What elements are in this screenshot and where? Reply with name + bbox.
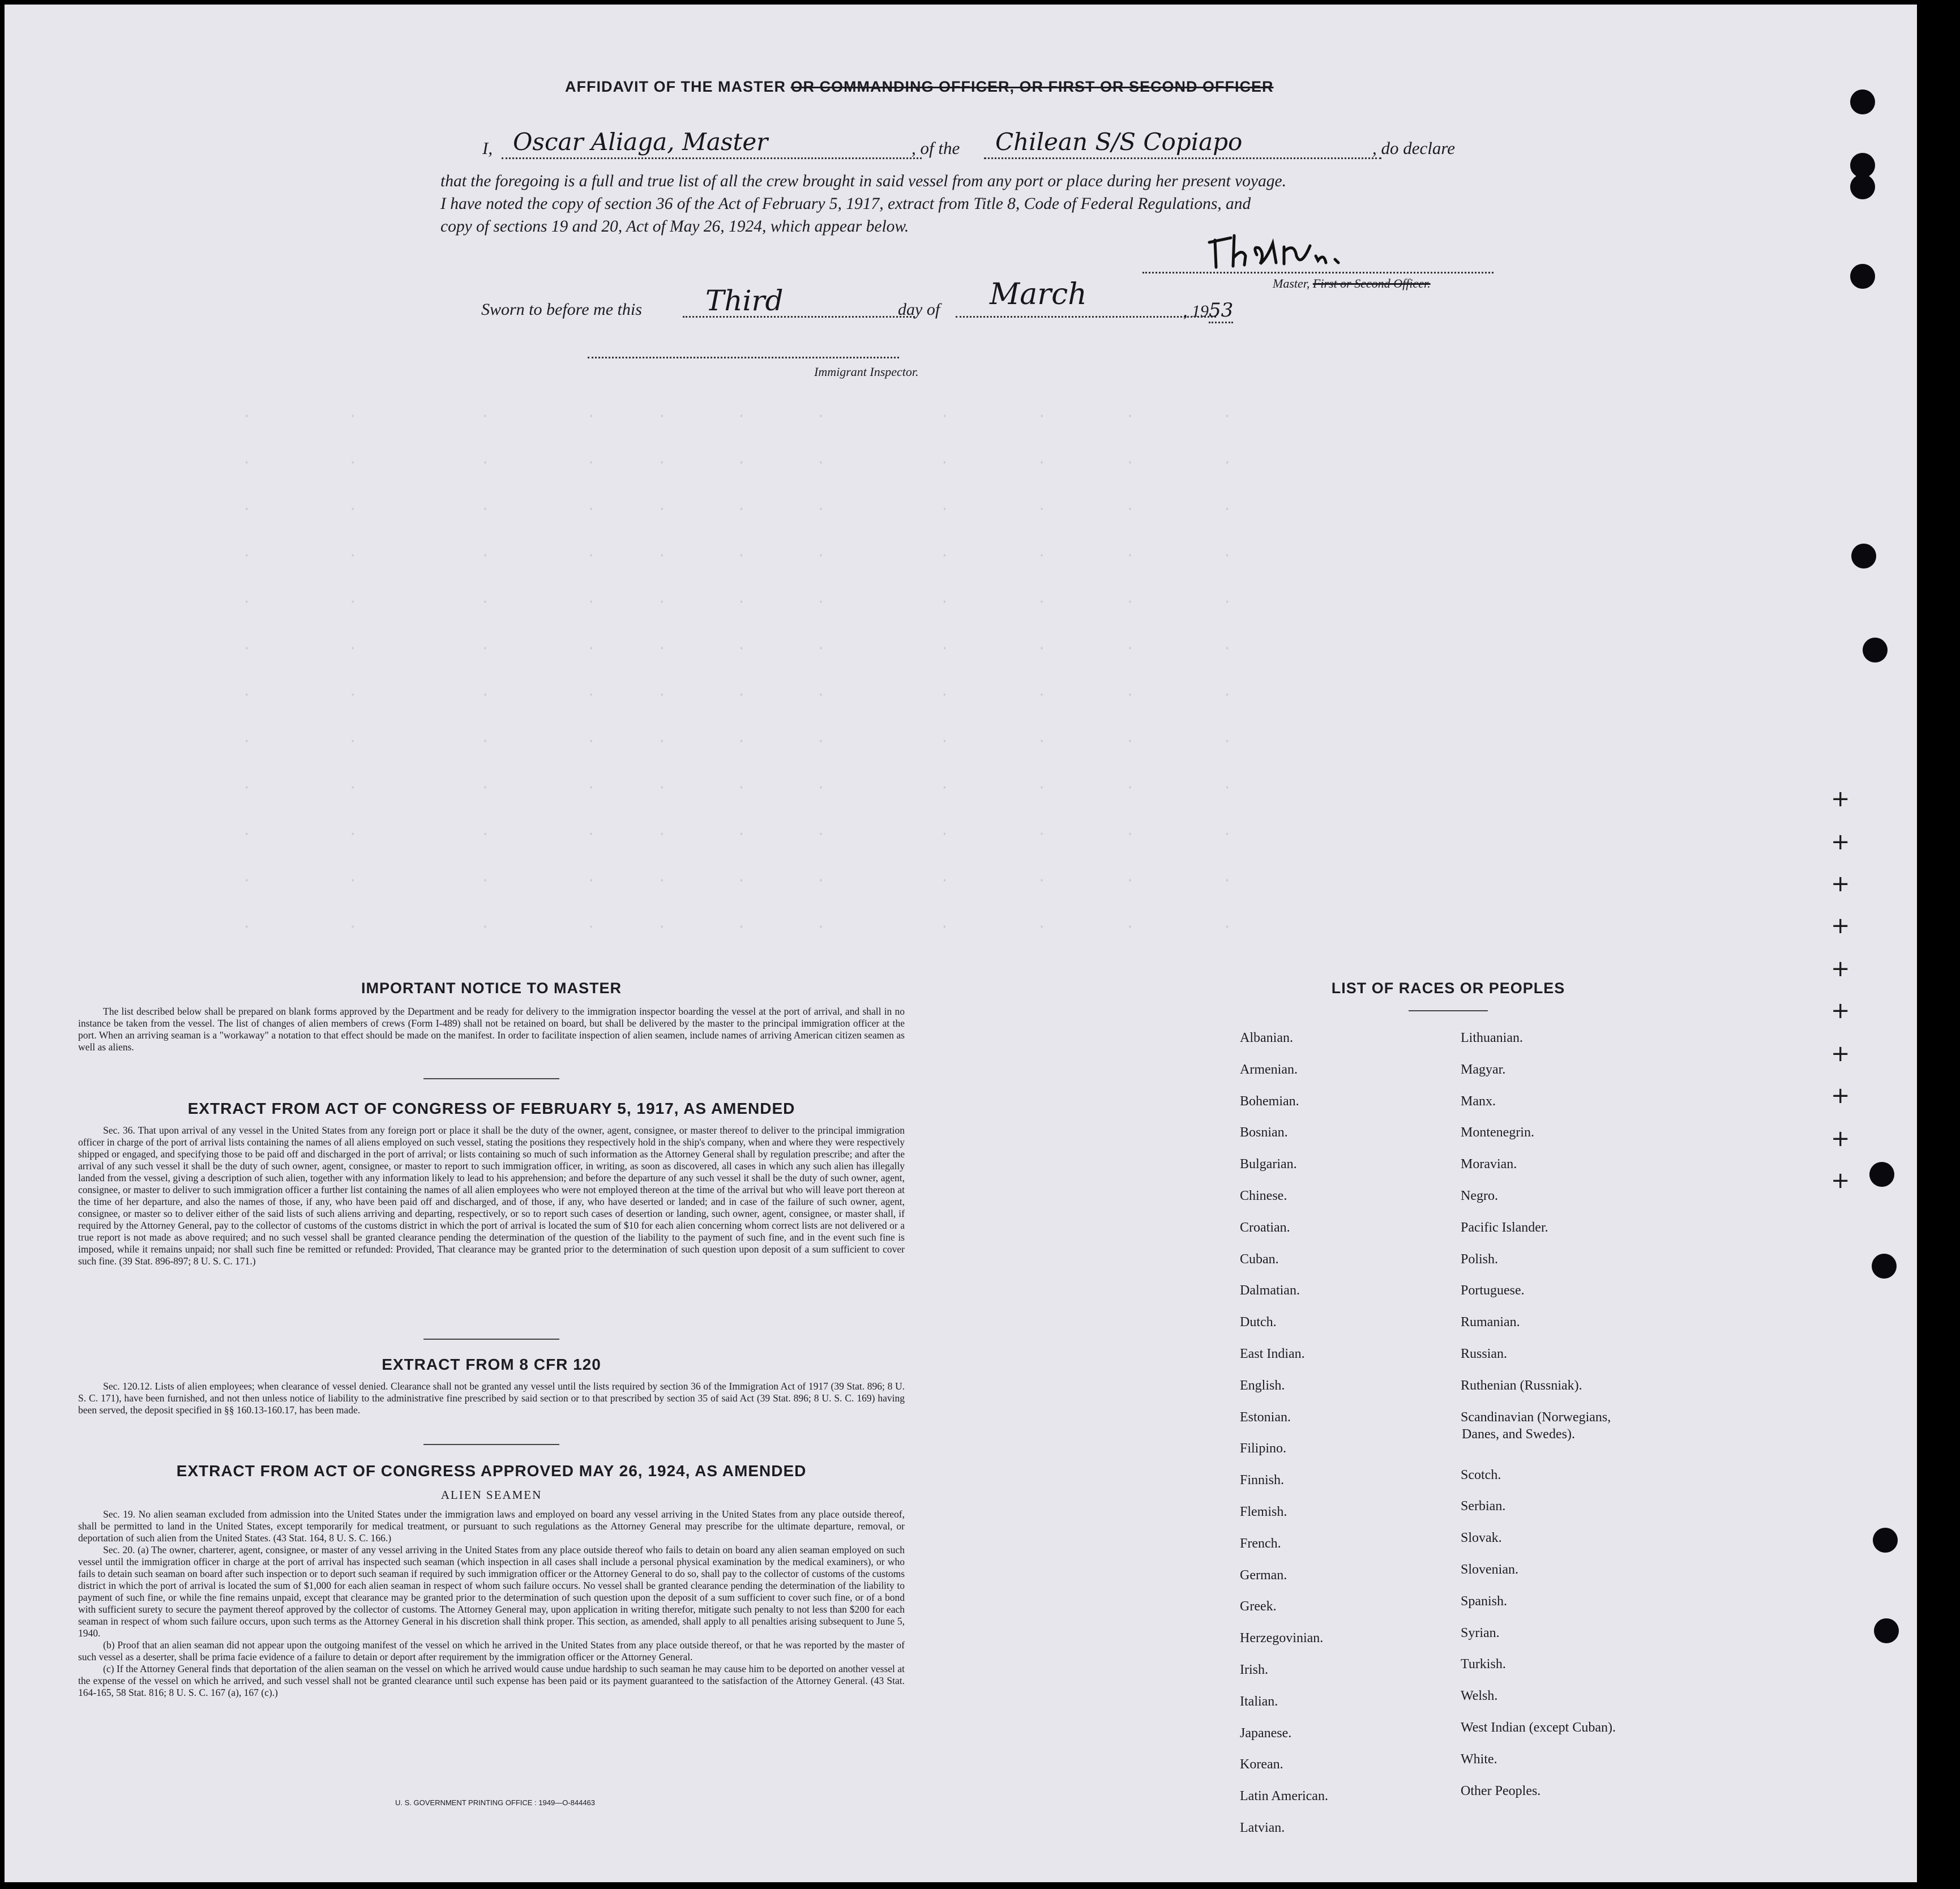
race-entry: Turkish. [1461, 1657, 1506, 1672]
race-entry: Portuguese. [1461, 1283, 1525, 1298]
races-heading: LIST OF RACES OR PEOPLES [1331, 980, 1565, 997]
race-entry: Filipino. [1240, 1441, 1287, 1456]
race-entry: Other Peoples. [1461, 1783, 1541, 1798]
bleed-through-row: · · · · · · · · · · · [242, 872, 1232, 889]
document-page [5, 5, 1917, 1882]
check-mark: + [1831, 913, 1850, 939]
punch-hole [1874, 1618, 1899, 1643]
sworn-month-field [956, 277, 1216, 318]
punch-hole [1850, 89, 1875, 114]
bleed-through-row: · · · · · · · · · · · [242, 547, 1232, 564]
check-mark: + [1831, 1083, 1850, 1109]
inspector-label: Immigrant Inspector. [814, 365, 919, 379]
extract-1917-body: Sec. 36. That upon arrival of any vessel in the United States from any foreign port or place it shall be the duty of the owner, agent, consignee, or master thereof to deliver to the principal immigration officer in charge of the port of arrival lists containing the names of all aliens employed on such vessel, stating the positions they respectively hold in the ship's company, when and where they were respectively shipped or engaged, and specifying those to be paid off and discharged in the port of arrival; or lists containing so much of such information as the Attorney General shall by regulation prescribe; and after the arrival of any such vessel it shall be the duty of such owner, agent, consignee, or master to report to such immigration officer, in writing, as soon as discovered, all cases in which any such alien has illegally landed from the vessel, giving a description of such alien, together with any information likely to lead to his apprehension; and before the departure of any such vessel it shall be the duty of such owner, agent, consignee, or master to deliver to such immigration officer a further list containing the names of all alien employees who were not employed thereon at the time of the arrival but who will leave port thereon at the time of her departure, and also the names of those, if any, who have been paid off and discharged, and of those, if any, who have deserted or landed; and in case of the failure of such owner, agent, consignee, or master so to deliver either of the said lists of such aliens arriving and departing, respectively, or so to report such cases of desertion or landing, such owner, agent, consignee, or master shall, if required by the Attorney General, pay to the collector of customs of the customs district in which the port of arrival is located the sum of $10 for each alien concerning whom correct lists are not delivered or a true report is not made as above required; and no such vessel shall be granted clearance pending the determination of the question of the liability to the payment of such fine, and in the event such fine is imposed, while it remains unpaid; nor shall such fine be remitted or refunded: Provided, That clearance may be granted prior to the determination of such question upon deposit of a sum sufficient to cover such fine. (39 Stat. 896-897; 8 U. S. C. 171.) [78, 1125, 905, 1267]
inspector-signature-line [588, 357, 899, 358]
extract-1917-block [78, 1125, 905, 1267]
race-entry: Dalmatian. [1240, 1283, 1300, 1298]
race-entry: Korean. [1240, 1757, 1283, 1772]
notice-body-block [78, 1006, 905, 1053]
race-entry: Ruthenian (Russniak). [1461, 1378, 1582, 1393]
race-entry: Montenegrin. [1461, 1125, 1534, 1140]
extract-1917-heading: EXTRACT FROM ACT OF CONGRESS OF FEBRUARY 5, 1917, AS AMENDED [187, 1100, 795, 1117]
bleed-through-row: · · · · · · · · · · · [242, 686, 1232, 703]
divider [423, 1444, 559, 1445]
bleed-through-row: · · · · · · · · · · · [242, 640, 1232, 657]
sworn-day: Third [705, 284, 784, 317]
punch-hole [1869, 1162, 1894, 1187]
race-entry: Latin American. [1240, 1789, 1328, 1804]
race-entry: Herzegovinian. [1240, 1631, 1324, 1646]
master-signature-label [1273, 276, 1431, 291]
punch-hole [1872, 1254, 1897, 1279]
race-entry: French. [1240, 1536, 1281, 1551]
extract-1924-sec20a: Sec. 20. (a) The owner, charterer, agent, consignee, or master of any vessel arriving in the United States from any place outside thereof who fails to detain on board any alien seaman employed on such vessel until the immigration officer in charge at the port of arrival has inspected such seaman (which inspection in all cases shall include a personal physical examination by the medical examiners), or who fails to detain such seaman on board after such inspection or to deport such seaman if required by such immigration officer or the Attorney General to do so, shall pay to the collector of customs of the customs district in which the port of arrival is located the sum of $1,000 for each alien seaman in respect of whom such failure occurs. No vessel shall be granted clearance pending the determination of the liability to payment of such fine, or while the fine remains unpaid, except that clearance may be granted prior to the determination of such question upon the deposit of a sum sufficient to cover such fine, or of a bond with sufficient surety to secure the payment thereof approved by the collector of customs. The Attorney General may, upon application in writing therefor, mitigate such penalty to not less than $200 for each seaman in respect of whom such failure occurs, upon such terms as the Attorney General in his discretion shall think proper. This section, as amended, shall apply to all penalties arising subsequent to June 5, 1940. [78, 1544, 905, 1639]
sworn-year [1183, 299, 1233, 322]
punch-hole [1850, 174, 1875, 199]
extract-1924-block [78, 1508, 905, 1699]
race-entry: Bohemian. [1240, 1093, 1299, 1109]
notice-heading: IMPORTANT NOTICE TO MASTER [361, 980, 622, 997]
bleed-through-row: · · · · · · · · · · · [242, 454, 1232, 471]
check-mark: + [1831, 956, 1850, 982]
race-entry: Spanish. [1461, 1593, 1508, 1609]
check-mark: + [1831, 1168, 1850, 1194]
affidavit-line-3: I have noted the copy of section 36 of the Act of February 5, 1917, extract from Title 8, Code of Federal Regulations, and [440, 195, 1251, 213]
race-entry: Slovenian. [1461, 1562, 1518, 1577]
punch-hole [1873, 1528, 1898, 1553]
race-entry: Japanese. [1240, 1725, 1292, 1741]
do-declare-label: , do declare [1372, 138, 1456, 158]
race-entry: Bulgarian. [1240, 1157, 1297, 1172]
printer-imprint: U. S. GOVERNMENT PRINTING OFFICE : 1949—O-844463 [395, 1798, 596, 1807]
race-entry: Flemish. [1240, 1505, 1287, 1519]
affidavit-line-1 [482, 138, 493, 159]
race-entry: Polish. [1461, 1251, 1499, 1267]
race-entry: Welsh. [1461, 1689, 1498, 1704]
race-entry: English. [1240, 1378, 1285, 1393]
declarant-name: Oscar Aliaga, Master [513, 128, 768, 156]
race-entry: Irish. [1240, 1663, 1268, 1677]
sworn-year-digits: 53 [1209, 299, 1233, 323]
punch-hole [1851, 544, 1876, 569]
race-entry: Manx. [1461, 1093, 1496, 1109]
master-signature [1205, 223, 1397, 274]
race-entry: Dutch. [1240, 1315, 1277, 1330]
check-mark: + [1831, 786, 1850, 812]
race-entry: Slovak. [1461, 1531, 1502, 1546]
vessel-name: Chilean S/S Copiapo [995, 128, 1243, 156]
sworn-year-prefix: , 19 [1183, 302, 1209, 320]
race-entry: Magyar. [1461, 1062, 1506, 1077]
extract-1924-heading: EXTRACT FROM ACT OF CONGRESS APPROVED MAY 26, 1924, AS AMENDED [176, 1462, 807, 1480]
divider [423, 1078, 559, 1079]
affidavit-title [565, 78, 1274, 96]
race-entry: Russian. [1461, 1347, 1508, 1361]
race-entry: Chinese. [1240, 1189, 1287, 1203]
race-entry: Bosnian. [1240, 1125, 1288, 1140]
race-entry: Estonian. [1240, 1409, 1291, 1425]
race-entry: East Indian. [1240, 1347, 1305, 1361]
declarant-prefix: I, [482, 138, 493, 158]
check-mark: + [1831, 1126, 1850, 1152]
race-entry: Pacific Islander. [1461, 1220, 1548, 1235]
punch-hole [1863, 638, 1888, 663]
of-the-label: , of the [911, 138, 960, 158]
affidavit-title-struck: OR COMMANDING OFFICER, OR FIRST OR SECOND OFFICER [790, 78, 1274, 95]
day-of-label: day of [898, 300, 940, 319]
affidavit-title-kept: AFFIDAVIT OF THE MASTER [565, 78, 786, 95]
bleed-through-row: · · · · · · · · · · · [242, 918, 1232, 935]
bleed-through-row: · · · · · · · · · · · [242, 501, 1232, 518]
bleed-through-row: · · · · · · · · · · · [242, 408, 1232, 425]
race-entry: Armenian. [1240, 1062, 1298, 1077]
extract-1924-sec19: Sec. 19. No alien seaman excluded from admission into the United States under the immigration laws and employed on board any vessel arriving in the United States from any place outside thereof, shall be permitted to land in the United States, except temporarily for medical treatment, or pursuant to such regulations as the Attorney General may prescribe for the ultimate departure, removal, or deportation of such alien from the United States. (43 Stat. 164, 8 U. S. C. 166.) [78, 1508, 905, 1544]
race-entry: Greek. [1240, 1599, 1277, 1614]
affidavit-line-4: copy of sections 19 and 20, Act of May 26, 1924, which appear below. [440, 217, 909, 236]
bleed-through-row: · · · · · · · · · · · [242, 826, 1232, 843]
check-mark: + [1831, 871, 1850, 897]
punch-hole [1850, 264, 1875, 289]
race-entry: Italian. [1240, 1694, 1278, 1709]
bleed-through-row: · · · · · · · · · · · [242, 779, 1232, 796]
check-mark: + [1831, 1041, 1850, 1067]
race-entry: Albanian. [1240, 1031, 1293, 1045]
sworn-month: March [990, 277, 1087, 311]
extract-1924-sec20c: (c) If the Attorney General finds that deportation of the alien seaman on the vessel on which he arrived would cause undue hardship to such seaman he may cause him to be deported on another vessel at the expense of the vessel on which he arrived, and such vessel shall not be granted clearance until such expense has been paid or its payment guaranteed to the satisfaction of the Attorney General. (43 Stat. 164-165, 58 Stat. 816; 8 U. S. C. 167 (a), 167 (c).) [78, 1663, 905, 1698]
check-mark: + [1831, 998, 1850, 1024]
race-entry: German. [1240, 1567, 1287, 1583]
race-entry: Negro. [1461, 1189, 1498, 1203]
master-label: Master, [1273, 276, 1310, 290]
race-entry: Rumanian. [1461, 1315, 1520, 1330]
race-entry: Cuban. [1240, 1251, 1279, 1267]
check-mark: + [1831, 829, 1850, 855]
race-entry: Serbian. [1461, 1499, 1506, 1514]
bleed-through-row: · · · · · · · · · · · [242, 733, 1232, 750]
declarant-name-field [502, 128, 922, 159]
race-entry: Lithuanian. [1461, 1031, 1523, 1045]
race-entry: West Indian (except Cuban). [1461, 1720, 1616, 1735]
race-entry: Croatian. [1240, 1220, 1290, 1235]
extract-1924-subheading: ALIEN SEAMEN [440, 1488, 542, 1502]
affidavit-line-2: that the foregoing is a full and true list of all the crew brought in said vessel from any port or place during her present voyage. [440, 172, 1286, 190]
extract-cfr-heading: EXTRACT FROM 8 CFR 120 [382, 1356, 601, 1373]
race-entry: Danes, and Swedes). [1462, 1426, 1575, 1442]
sworn-prefix: Sworn to before me this [481, 300, 642, 319]
notice-body: The list described below shall be prepared on blank forms approved by the Department and be ready for delivery to the immigration inspector boarding the vessel at the port of arrival, and shall in no instance be taken from the vessel. The list of changes of alien members of crews (Form I-489) shall not be retained on board, but shall be delivered by the master to the principal immigration officer at the port. When an arriving seaman is a "workaway" a notation to that effect should be made on the manifest. In order to facilitate inspection of alien seamen, include names of arriving American citizen seamen as well as aliens. [78, 1006, 905, 1053]
officer-label-struck: First or Second Officer. [1312, 276, 1431, 290]
extract-cfr-block [78, 1381, 905, 1416]
sworn-day-field [683, 284, 915, 318]
race-entry: White. [1461, 1751, 1497, 1767]
divider [1409, 1010, 1488, 1011]
race-entry: Finnish. [1240, 1473, 1285, 1488]
race-entry: Syrian. [1461, 1625, 1500, 1640]
race-entry: Latvian. [1240, 1820, 1285, 1835]
race-entry: Scandinavian (Norwegians, [1461, 1409, 1611, 1425]
bleed-through-row: · · · · · · · · · · · [242, 593, 1232, 610]
race-entry: Moravian. [1461, 1157, 1517, 1172]
race-entry: Scotch. [1461, 1467, 1501, 1482]
extract-1924-sec20b: (b) Proof that an alien seaman did not appear upon the outgoing manifest of the vessel on which he arrived in the United States from any place outside thereof, or that he was reported by the master of such vessel as a deserter, shall be prima facie evidence of a failure to detain or deport after requirement by the immigration officer or the Attorney General. [78, 1639, 905, 1663]
divider [423, 1339, 559, 1340]
vessel-name-field [984, 128, 1381, 159]
extract-cfr-body: Sec. 120.12. Lists of alien employees; when clearance of vessel denied. Clearance shall not be granted any vessel until the lists required by section 36 of the Immigration Act of 1917 (39 Stat. 896; 8 U. S. C. 171), have been furnished, and not then unless notice of liability to the administrative fine prescribed by said section or to that prescribed by section 35 of said Act (39 Stat. 896; 8 U. S. C. 169) having been served, the deposit specified in §§ 160.13-160.17, has been made. [78, 1381, 905, 1416]
